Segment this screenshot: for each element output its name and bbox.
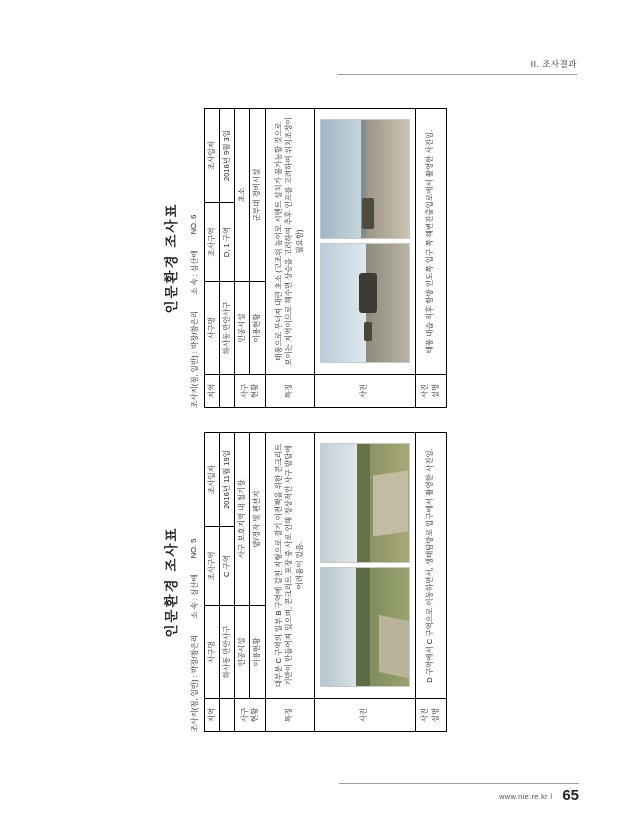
caption-text: 태풍 내습 직후 함방 인도쪽 입구 쪽 해변진출입로에서 촬영한 사진임.	[415, 109, 446, 375]
photo-label: 사진	[314, 375, 415, 408]
survey-site-label: 조사지(점, 일반) : 박장/참은리	[190, 634, 199, 732]
sheet-title: 인문환경 조사표	[164, 526, 179, 638]
page-header	[337, 58, 577, 75]
photo-beach-right	[320, 120, 410, 240]
dune-name-value: 하사동 만안사구	[220, 282, 235, 375]
survey-sheet-no5	[160, 432, 470, 732]
site-url: www.nie.re.kr l	[499, 792, 553, 801]
table-row	[250, 433, 265, 732]
photo-grass-left	[320, 568, 410, 688]
feature-text: 대부분 C 구역의 일부 B 구역에 걸친 지형으로 절기 이전책을 위한 콘크리트 기반이 만들어져 있으며, 콘크리트 포장 중 사로 인해 정상적인 사구 발달에 어려움이 있음.	[265, 433, 314, 699]
feature-label: 특징	[265, 699, 314, 732]
footer-rule	[339, 783, 579, 784]
photo-label: 사진	[314, 699, 415, 732]
sheet-subline	[189, 108, 200, 408]
table-row-caption	[415, 109, 446, 408]
sheet-title: 인문환경 조사표	[164, 202, 179, 314]
dune-name-header: 사구명	[205, 606, 220, 699]
table-row-photos	[314, 433, 415, 732]
table-value-row	[220, 109, 235, 408]
survey-area-value: D, 1 구역	[220, 203, 235, 282]
table-header-row	[205, 433, 220, 732]
table-row-photos	[314, 109, 415, 408]
table-row-caption	[415, 433, 446, 732]
usage-key: 이용현황	[250, 282, 265, 375]
caption-label: 사진 설명	[415, 699, 446, 732]
survey-date-header: 조사일자	[205, 109, 220, 203]
usage-value: 군부대 경비시설	[250, 109, 265, 282]
survey-area-value: C 구역	[220, 527, 235, 606]
survey-table	[204, 108, 447, 408]
caption-text: D 구역에서 C 구역으로 이동하면서, 생태탐방로 입구에서 촬영한 사진임.	[415, 433, 446, 699]
survey-site-label: 조사지(점, 일반) : 박장/참은리	[190, 310, 199, 408]
survey-sheet-no6	[160, 108, 470, 408]
usage-key: 이용현황	[250, 606, 265, 699]
feature-text: 태풍으로 무너져 내린 초소 (고조위 높이로 시멘트 설치가 불가능할 것으로 보이는 지역이므로 해수면 상승을 고려하여 추후 인프를 고려하여 위치조정이 필요함)	[265, 109, 314, 375]
dune-status-label: 사구 현황	[235, 375, 265, 408]
survey-table	[204, 432, 447, 732]
table-row-feature	[265, 109, 314, 408]
chapter-title: II. 조사결과	[530, 59, 577, 69]
table-row	[250, 109, 265, 408]
page-number: 65	[562, 787, 579, 804]
region-spacer	[220, 699, 235, 732]
region-label: 지역	[205, 375, 220, 408]
survey-area-header: 조사구역	[205, 527, 220, 606]
region-label: 지역	[205, 699, 220, 732]
facility-key: 인공시설	[235, 606, 250, 699]
facility-value: 사구 보호지역 내 철기장	[235, 433, 250, 606]
caption-label: 사진 설명	[415, 375, 446, 408]
region-spacer	[220, 375, 235, 408]
header-rule	[337, 74, 577, 75]
photo-beach-left	[320, 244, 410, 364]
table-row	[235, 433, 250, 732]
photo-cell	[314, 433, 415, 699]
affiliation-label: 소 속 : 심산애	[190, 574, 199, 619]
dune-name-header: 사구명	[205, 282, 220, 375]
survey-area-header: 조사구역	[205, 203, 220, 282]
table-row-feature	[265, 433, 314, 732]
feature-label: 특징	[265, 375, 314, 408]
page-footer	[499, 787, 579, 804]
affiliation-label: 소 속 : 심산애	[190, 250, 199, 295]
sheet-number: NO. 6	[189, 214, 198, 235]
photo-grass-right	[320, 444, 410, 564]
survey-date-value: 2016년 11월 19일	[220, 433, 235, 527]
survey-date-header: 조사일자	[205, 433, 220, 527]
facility-value: 초소	[235, 109, 250, 282]
table-row	[235, 109, 250, 408]
dune-name-value: 하사동 만안사구	[220, 606, 235, 699]
photo-cell	[314, 109, 415, 375]
table-value-row	[220, 433, 235, 732]
sheet-subline	[189, 432, 200, 732]
usage-value: 밭/경작 및 펜션지	[250, 433, 265, 606]
dune-status-label: 사구 현황	[235, 699, 265, 732]
sheet-number: NO. 5	[189, 538, 198, 559]
table-header-row	[205, 109, 220, 408]
survey-date-value: 2016년 9월 3일	[220, 109, 235, 203]
facility-key: 인공시설	[235, 282, 250, 375]
